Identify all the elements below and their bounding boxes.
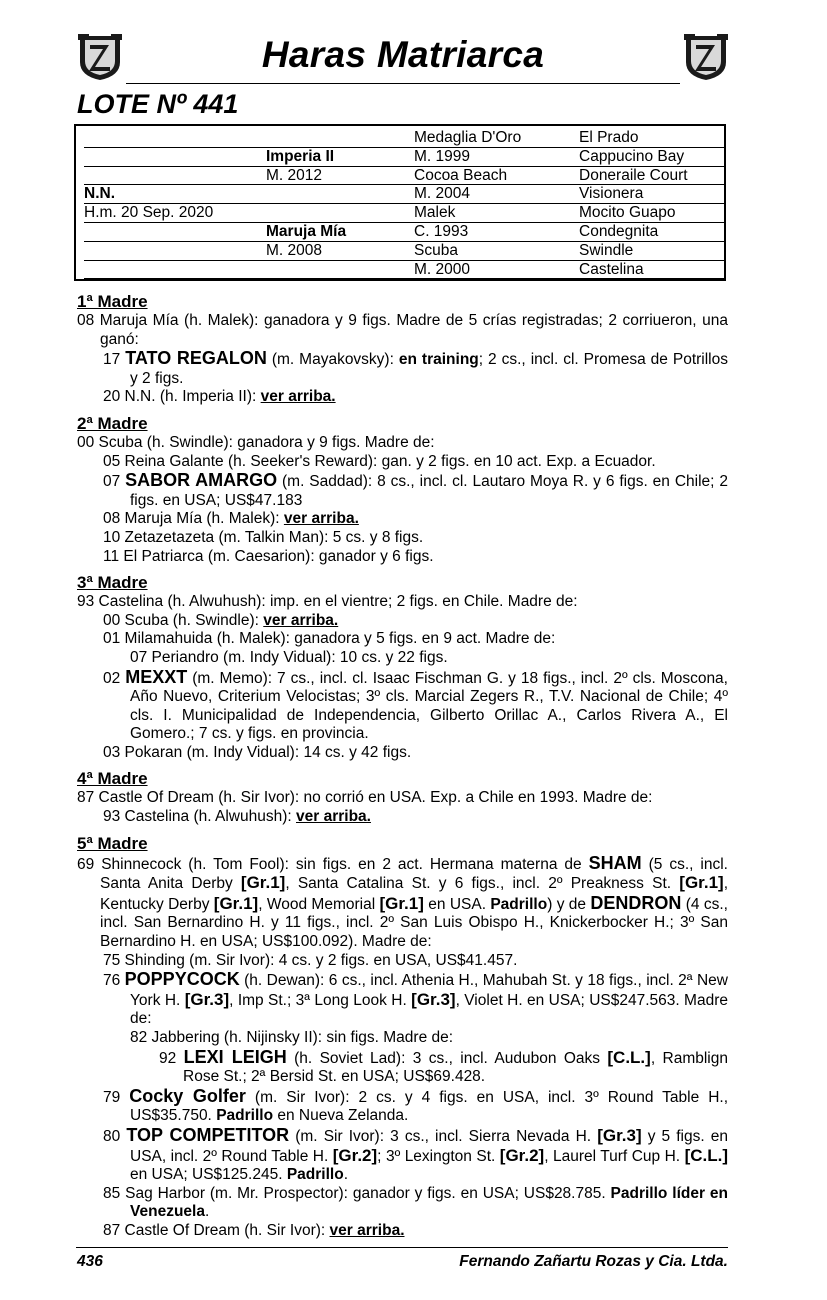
entry-text: ; 2 cs., incl. cl. Promesa de Potrillos y 2 figs. <box>130 351 728 387</box>
entry-text: 10 Zetazetazeta (m. Talkin Man): 5 cs. y 8 figs. <box>103 528 424 546</box>
grade-label: [C.L.] <box>607 1047 651 1067</box>
footer-divider <box>76 1247 728 1248</box>
horse-name: POPPYCOCK <box>124 969 240 990</box>
pedigree-entry <box>77 744 728 763</box>
entry-text: , Kentucky Derby <box>100 875 728 913</box>
pedigree-entry <box>77 1185 728 1222</box>
entry-text: 85 Sag Harbor (m. Mr. Prospector): ganador y figs. en USA; US$28.785. <box>103 1184 611 1202</box>
entry-text: , Santa Catalina St. y 6 figs., incl. 2º Preakness St. <box>285 875 680 893</box>
entry-text: 08 Maruja Mía (h. Malek): ganadora y 9 figs. Madre de 5 crías registradas; 2 corriueron, una ganó: <box>77 312 728 348</box>
pedigree-entry <box>77 1048 728 1087</box>
page-title: Haras Matriarca <box>261 34 545 75</box>
pedigree-gen4-cell: Visionera <box>579 185 644 203</box>
pedigree-entry <box>77 593 728 612</box>
entry-text: , Laurel Turf Cup H. <box>544 1147 685 1165</box>
grade-label: [Gr.2] <box>332 1145 378 1165</box>
pedigree-entry <box>77 453 728 472</box>
pedigree-entry <box>77 529 728 548</box>
entry-text: Padrillo <box>490 895 548 913</box>
entry-text: 11 El Patriarca (m. Caesarion): ganador y 6 figs. <box>103 547 434 565</box>
pedigree-gen3-cell: M. 2000 <box>414 260 471 278</box>
entry-text: (5 cs., incl. Santa Anita Derby <box>100 855 728 893</box>
pedigree-rule <box>84 166 724 167</box>
pedigree-entry <box>77 434 728 453</box>
pedigree-entry <box>77 1222 728 1241</box>
section-heading: 1ª Madre <box>77 292 148 311</box>
zanartu-shield-logo-icon <box>682 32 730 82</box>
entry-text: en training <box>398 351 479 369</box>
cross-reference: ver arriba. <box>263 611 339 629</box>
pedigree-entry <box>77 510 728 529</box>
pedigree-entry <box>77 952 728 971</box>
grade-label: [Gr.1] <box>379 893 424 913</box>
dam-line-text <box>77 292 728 1241</box>
entry-text: Padrillo <box>216 1107 274 1125</box>
entry-text: 00 Scuba (h. Swindle): <box>103 611 264 629</box>
pedigree-entry <box>77 612 728 631</box>
pedigree-gen3-cell: C. 1993 <box>414 223 469 240</box>
entry-text: 87 Castle Of Dream (h. Sir Ivor): no corrió en USA. Exp. a Chile en 1993. Madre de: <box>77 789 653 807</box>
entry-text: , Wood Memorial <box>258 895 380 913</box>
horse-name: TOP COMPETITOR <box>126 1124 290 1145</box>
horse-name: DENDRON <box>590 892 682 913</box>
pedigree-dam: Maruja Mía <box>266 223 347 240</box>
grade-label: [Gr.1] <box>213 893 259 913</box>
entry-text: 03 Pokaran (m. Indy Vidual): 14 cs. y 42 figs. <box>103 743 412 761</box>
pedigree-entry <box>77 471 728 510</box>
pedigree-entry <box>77 349 728 388</box>
pedigree-entry <box>77 630 728 649</box>
entry-text: 80 <box>103 1127 127 1145</box>
pedigree-gen4-cell: Doneraile Court <box>579 166 688 184</box>
entry-text: , Imp St.; 3ª Long Look H. <box>229 991 412 1009</box>
pedigree-rule <box>84 147 724 148</box>
horse-name: SHAM <box>588 852 642 873</box>
entry-text: , Violet H. en USA; US$247.563. Madre de: <box>130 991 728 1028</box>
cross-reference: ver arriba. <box>296 808 371 826</box>
pedigree-entry <box>77 789 728 808</box>
pedigree-gen4-cell: El Prado <box>579 129 639 146</box>
entry-text: 76 <box>103 972 125 990</box>
entry-text: 02 <box>103 669 126 687</box>
entry-text: 20 N.N. (h. Imperia II): <box>103 388 261 406</box>
header-divider <box>126 83 680 84</box>
pedigree-horse-info: H.m. 20 Sep. 2020 <box>84 204 214 222</box>
entry-text: (m. Memo): 7 cs., incl. cl. Isaac Fischman G. y 18 figs., incl. 2º cls. Moscona, Año Nuevo, Criterium Velocistas; 3º cls. Marcial Zegers R., T.V. Nacional de Chile; 4º cls. I. Municipalidad de Independencia, Gilberto Orillac A., Carlos Rivera A., El Gomero.; 7 cs. y figs. en provincia. <box>130 669 728 743</box>
entry-text: 07 <box>103 473 126 491</box>
horse-name: TATO REGALON <box>125 348 267 369</box>
pedigree-gen4-cell: Castelina <box>579 260 644 278</box>
horse-name: MEXXT <box>125 666 188 687</box>
pedigree-rule <box>84 241 724 242</box>
pedigree-entry <box>77 1087 728 1126</box>
entry-text: (m. Saddad): 8 cs., incl. cl. Lautaro Moya R. y 6 figs. en Chile; 2 figs. en USA; US$47.183 <box>130 473 728 509</box>
pedigree-table <box>74 124 726 281</box>
section-heading: 4ª Madre <box>77 769 148 789</box>
entry-text: , Ramblign Rose St.; 2ª Bersid St. en USA; US$69.428. <box>183 1049 728 1086</box>
entry-text: 75 Shinding (m. Sir Ivor): 4 cs. y 2 figs. en USA, US$41.457. <box>103 951 518 969</box>
pedigree-dam-info: M. 2008 <box>266 241 323 259</box>
grade-label: [Gr.3] <box>597 1125 642 1145</box>
pedigree-gen3-cell: Scuba <box>414 241 458 259</box>
pedigree-gen3-cell: Malek <box>414 204 456 222</box>
entry-text: 08 Maruja Mía (h. Malek): <box>103 510 284 528</box>
entry-text: . <box>343 1166 348 1184</box>
company-name: Fernando Zañartu Rozas y Cia. Ltda. <box>459 1253 728 1270</box>
grade-label: [Gr.1] <box>679 873 724 893</box>
entry-text: 05 Reina Galante (h. Seeker's Reward): gan. y 2 figs. en 10 act. Exp. a Ecuador. <box>103 452 656 470</box>
entry-text: (h. Soviet Lad): 3 cs., incl. Audubon Oaks <box>286 1049 608 1067</box>
pedigree-entry <box>77 854 728 952</box>
pedigree-entry <box>77 1126 728 1185</box>
pedigree-entry <box>77 970 728 1029</box>
pedigree-entry <box>77 388 728 407</box>
pedigree-entry <box>77 312 728 349</box>
entry-text: ) y de <box>547 895 591 913</box>
entry-text: . <box>204 1203 210 1221</box>
pedigree-gen4-cell: Swindle <box>579 241 634 259</box>
pedigree-sire-info: M. 2012 <box>266 166 323 184</box>
pedigree-rule <box>84 203 724 204</box>
pedigree-rule <box>84 260 724 261</box>
entry-text: 87 Castle Of Dream (h. Sir Ivor): <box>103 1221 330 1239</box>
pedigree-rule <box>84 184 724 185</box>
entry-text: 69 Shinnecock (h. Tom Fool): sin figs. en 2 act. Hermana materna de <box>77 855 589 873</box>
pedigree-entry <box>77 548 728 567</box>
pedigree-entry <box>77 808 728 827</box>
horse-name: SABOR AMARGO <box>125 470 278 491</box>
pedigree-horse: N.N. <box>84 185 115 203</box>
pedigree-sire: Imperia II <box>266 147 335 165</box>
pedigree-gen3-cell: M. 1999 <box>414 147 471 165</box>
entry-text: 17 <box>103 351 126 369</box>
entry-text: en USA; US$125.245. <box>130 1166 287 1184</box>
pedigree-gen3-cell: Medaglia D'Oro <box>414 129 522 146</box>
entry-text: 82 Jabbering (h. Nijinsky II): sin figs. Madre de: <box>130 1029 454 1046</box>
grade-label: [Gr.1] <box>240 873 286 893</box>
pedigree-gen3-cell: M. 2004 <box>414 185 471 203</box>
entry-text: 00 Scuba (h. Swindle): ganadora y 9 figs. Madre de: <box>77 433 435 451</box>
entry-text: en USA. <box>423 895 491 913</box>
entry-text: (m. Mayakovsky): <box>266 351 399 369</box>
grade-label: [Gr.3] <box>411 989 456 1009</box>
pedigree-gen4-cell: Mocito Guapo <box>579 204 676 222</box>
page-number: 436 <box>77 1253 103 1270</box>
entry-text: Padrillo líder en Venezuela <box>130 1184 728 1221</box>
entry-text: ; 3º Lexington St. <box>377 1147 500 1165</box>
section-heading: 3ª Madre <box>77 573 148 593</box>
lot-number: LOTE Nº 441 <box>77 89 239 119</box>
cross-reference: ver arriba. <box>283 510 359 528</box>
section-heading: 2ª Madre <box>77 413 148 433</box>
horse-name: LEXI LEIGH <box>183 1046 287 1067</box>
entry-text: en Nueva Zelanda. <box>273 1107 409 1125</box>
pedigree-entry <box>77 649 728 668</box>
entry-text: (m. Sir Ivor): 2 cs. y 4 figs. en USA, incl. 3º Round Table H., US$35.750. <box>130 1088 728 1125</box>
pedigree-entry <box>77 1029 728 1048</box>
horse-name: Cocky Golfer <box>129 1085 246 1106</box>
pedigree-rule <box>84 278 724 279</box>
entry-text: Padrillo <box>286 1166 344 1184</box>
page-header <box>76 30 730 84</box>
entry-text: 93 Castelina (h. Alwuhush): imp. en el vientre; 2 figs. en Chile. Madre de: <box>77 593 578 611</box>
pedigree-rule <box>84 222 724 223</box>
entry-text: 92 <box>159 1049 184 1067</box>
entry-text: 93 Castelina (h. Alwuhush): <box>103 808 296 826</box>
entry-text: y 5 figs. en USA, incl. 2º Round Table H. <box>130 1127 728 1165</box>
entry-text: (4 cs., incl. San Bernardino H. y 11 figs., incl. 2º San Luis Obispo H., Knickerbocker H.; 3º San Bernardino H. en USA; US$100.092). Madre de: <box>100 895 728 951</box>
pedigree-gen4-cell: Cappucino Bay <box>579 147 685 165</box>
section-heading: 5ª Madre <box>77 833 148 853</box>
pedigree-gen4-cell: Condegnita <box>579 223 659 240</box>
pedigree-gen3-cell: Cocoa Beach <box>414 166 508 184</box>
grade-label: [Gr.2] <box>499 1145 545 1165</box>
entry-text: 79 <box>103 1088 130 1106</box>
grade-label: [Gr.3] <box>184 989 230 1009</box>
entry-text: (h. Dewan): 6 cs., incl. Athenia H., Mahubah St. y 18 figs., incl. 2ª New York H. <box>130 972 728 1009</box>
cross-reference: ver arriba. <box>329 1221 405 1239</box>
entry-text: 01 Milamahuida (h. Malek): ganadora y 5 figs. en 9 act. Madre de: <box>103 630 556 648</box>
entry-text: 07 Periandro (m. Indy Vidual): 10 cs. y 22 figs. <box>130 648 448 666</box>
grade-label: [C.L.] <box>684 1145 728 1165</box>
pedigree-entry <box>77 668 728 744</box>
entry-text: (m. Sir Ivor): 3 cs., incl. Sierra Nevada H. <box>289 1127 598 1145</box>
cross-reference: ver arriba. <box>260 388 336 406</box>
